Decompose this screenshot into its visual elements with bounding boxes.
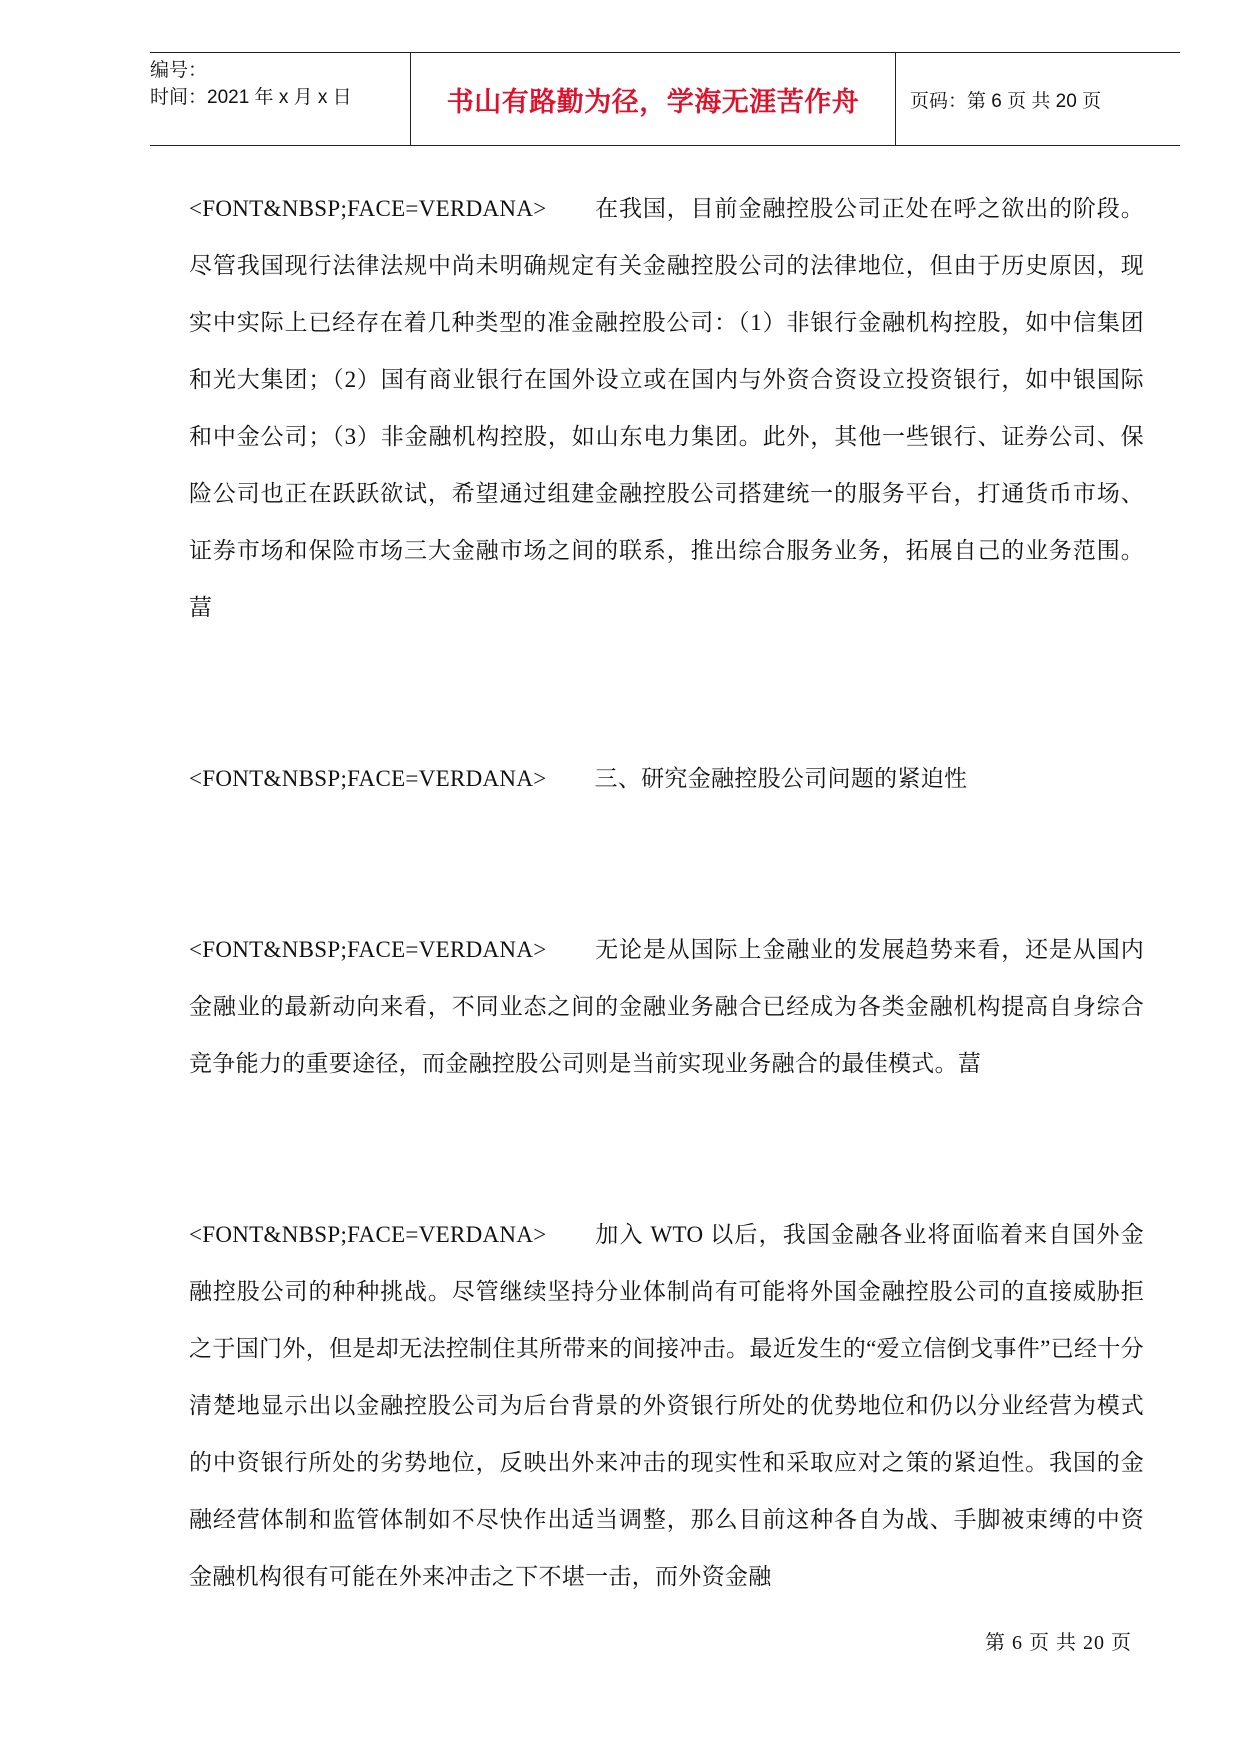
paragraph (189, 921, 1144, 1092)
font-tag-text: <FONT&NBSP;FACE=VERDANA> (189, 1222, 547, 1247)
paragraph-spacer (189, 1092, 1144, 1206)
document-body (189, 180, 1144, 1605)
paragraph (189, 1206, 1144, 1605)
document-date: 时间：2021 年 x 月 x 日 (150, 87, 352, 108)
font-tag-text: <FONT&NBSP;FACE=VERDANA> (189, 937, 547, 962)
paragraph-text: 在我国，目前金融控股公司正处在呼之欲出的阶段。尽管我国现行法律法规中尚未明确规定有关金融控股公司的法律地位，但由于历史原因，现实中实际上已经存在着几种类型的准金融控股公司：（1）非银行金融机构控股，如中信集团和光大集团；（2）国有商业银行在国外设立或在国内与外资合资设立投资银行，如中银国际和中金公司；（3）非金融机构控股，如山东电力集团。此外，其他一些银行、证券公司、保险公司也正在跃跃欲试，希望通过组建金融控股公司搭建统一的服务平台，打通货币市场、证券市场和保险市场三大金融市场之间的联系，推出综合服务业务，拓展自己的业务范围。葍 (189, 196, 1144, 620)
header-motto: 书山有路勤为径，学海无涯苦作舟 (411, 53, 896, 145)
section-heading-text: 三、研究金融控股公司问题的紧迫性 (594, 766, 968, 791)
header-page-info: 页码：第 6 页 共 20 页 (910, 90, 1102, 112)
section-heading (189, 750, 1144, 807)
font-tag-text: <FONT&NBSP;FACE=VERDANA> (189, 766, 547, 791)
paragraph-spacer (189, 636, 1144, 750)
paragraph-text: 无论是从国际上金融业的发展趋势来看，还是从国内金融业的最新动向来看，不同业态之间的金融业务融合已经成为各类金融机构提高自身综合竞争能力的重要途径，而金融控股公司则是当前实现业务融合的最佳模式。葍 (189, 937, 1144, 1076)
document-number-label: 编号： (150, 60, 208, 81)
page-header (150, 52, 1180, 146)
font-tag-text: <FONT&NBSP;FACE=VERDANA> (189, 196, 547, 221)
paragraph-text: 加入 WTO 以后，我国金融各业将面临着来自国外金融控股公司的种种挑战。尽管继续坚持分业体制尚有可能将外国金融控股公司的直接威胁拒之于国门外，但是却无法控制住其所带来的间接冲击。最近发生的“爱立信倒戈事件”已经十分清楚地显示出以金融控股公司为后台背景的外资银行所处的优势地位和仍以分业经营为模式的中资银行所处的劣势地位，反映出外来冲击的现实性和采取应对之策的紧迫性。我国的金融经营体制和监管体制如不尽快作出适当调整，那么目前这种各自为战、手脚被束缚的中资金融机构很有可能在外来冲击之下不堪一击，而外资金融 (189, 1222, 1144, 1589)
header-meta (150, 53, 411, 145)
paragraph (189, 180, 1144, 636)
paragraph-spacer (189, 807, 1144, 921)
page-footer: 第 6 页 共 20 页 (985, 1632, 1132, 1654)
